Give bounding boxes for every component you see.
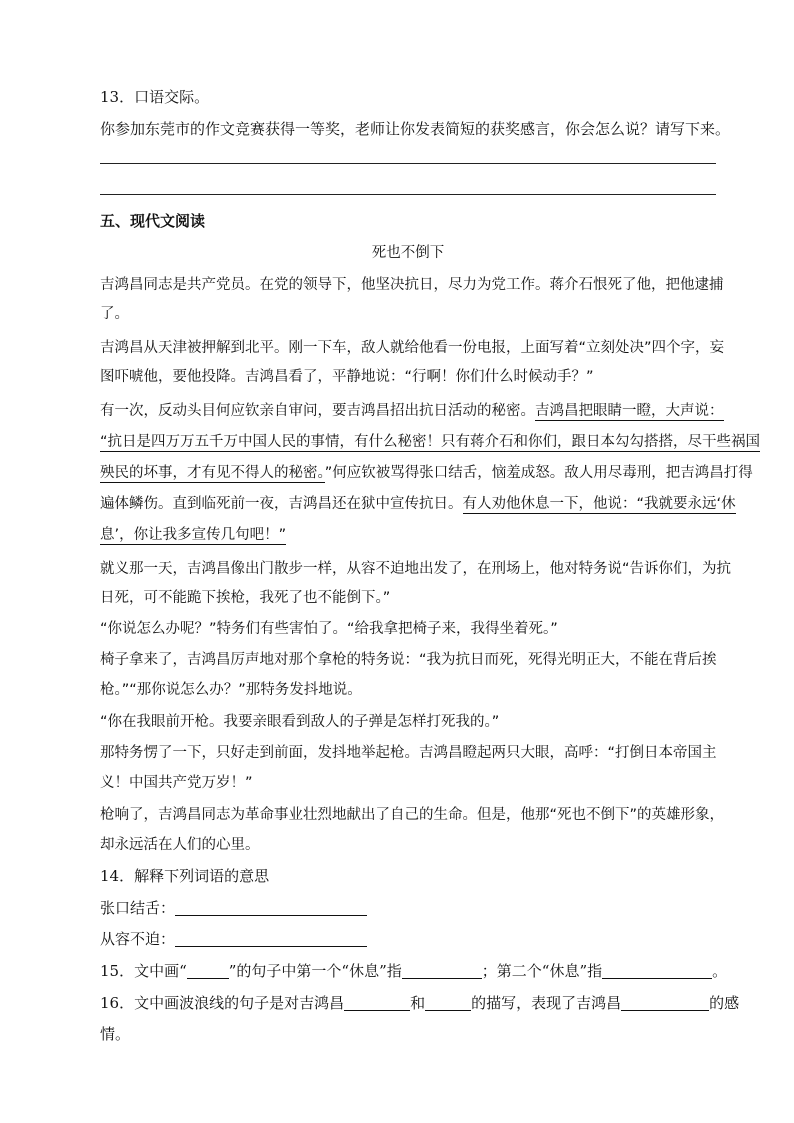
q16-row1 (100, 986, 740, 1020)
story-p2-line2: 图吓唬他，要他投降。吉鸿昌看了，平静地说：“行啊！你们什么时候动手？” (100, 369, 594, 385)
q14-word1-blank[interactable] (175, 899, 367, 916)
story-p3-line5 (100, 518, 716, 552)
q15-blank-2[interactable] (602, 962, 712, 979)
story-p3-line3 (100, 456, 753, 490)
q14-word2-blank[interactable] (175, 930, 367, 947)
q16-text-4: 的感 (709, 994, 740, 1012)
q13-title: 13．口语交际。 (100, 88, 210, 106)
story-p1-line1: 吉鸿昌同志是共产党员。在党的领导下，他坚决抗日，尽力为党工作。蒋介石恨死了他，把他逮捕 (100, 277, 724, 293)
q16-row2: 情。 (100, 1025, 131, 1043)
story-p3-line1-a: 有一次，反动头目何应钦亲自审问，要吉鸿昌招出抗日活动的秘密。 (100, 403, 535, 419)
q16-blank-1[interactable] (344, 994, 410, 1011)
story-p9-line1: 枪响了，吉鸿昌同志为革命事业壮烈地献出了自己的生命。但是，他那“死也不倒下”的英雄形象， (100, 807, 725, 823)
answer-line-2[interactable] (100, 194, 716, 195)
story-p1-line2: 了。 (100, 306, 129, 322)
q15-underline-sample (187, 962, 229, 979)
story-p9-line2: 却永远活在人们的心里。 (100, 837, 260, 853)
q16-text-3: 的描写，表现了吉鸿昌 (471, 994, 622, 1012)
story-p3-line4-a: 遍体鳞伤。直到临死前一夜，吉鸿昌还在狱中宣传抗日。 (100, 496, 463, 512)
q15-row (100, 954, 728, 988)
story-p2-line1: 吉鸿昌从天津被押解到北平。刚一下车，敌人就给他看一份电报，上面写着“立刻处决”四个字，妄 (100, 340, 725, 356)
wavy-sentence-part1: 吉鸿昌把眼睛一瞪，大声说： (535, 403, 724, 419)
q13-prompt: 你参加东莞市的作文竞赛获得一等奖，老师让你发表简短的获奖感言，你会怎么说？请写下来。 (100, 120, 731, 138)
q16-blank-2[interactable] (425, 994, 471, 1011)
story-p6-line1: 椅子拿来了，吉鸿昌厉声地对那个拿枪的特务说：“我为抗日而死，死得光明正大，不能在背后挨 (100, 652, 717, 668)
section-heading: 五、现代文阅读 (100, 212, 206, 230)
q15-text-2: ”的句子中第一个“休息”指 (228, 962, 402, 980)
underlined-sentence-part1: 有人劝他休息一下，他说：“我就要永远‘休 (462, 496, 736, 512)
q14-word1-row (100, 891, 716, 925)
q16-blank-3[interactable] (621, 994, 709, 1011)
story-title: 死也不倒下 (371, 245, 445, 261)
q16-text-2: 和 (410, 994, 426, 1012)
story-p3-line1 (100, 394, 724, 428)
wavy-sentence-part3: 殃民的坏事，才有见不得人的秘密。 (100, 465, 325, 481)
story-p4-line1: 就义那一天，吉鸿昌像出门散步一样，从容不迫地出发了，在刑场上，他对特务说“告诉你们，为抗 (100, 561, 732, 577)
story-p3-line3-b: ”何应钦被骂得张口结舌，恼羞成怒。敌人用尽毒刑，把吉鸿昌打得 (324, 465, 753, 481)
story-p3-line2 (100, 425, 761, 459)
story-p6-line2: 枪。”“那你说怎么办？”那特务发抖地说。 (100, 682, 362, 698)
q15-text-3: ；第二个“休息”指 (481, 962, 603, 980)
q14-word2-row (100, 922, 716, 956)
story-p8-line1: 那特务愣了一下，只好走到前面，发抖地举起枪。吉鸿昌瞪起两只大眼，高呼：“打倒日本帝国主 (100, 745, 717, 761)
story-p7: “你在我眼前开枪。我要亲眼看到敌人的子弹是怎样打死我的。” (100, 714, 500, 730)
q14-word1-label: 张口结舌： (100, 899, 176, 917)
q16-text-1: 16．文中画波浪线的句子是对吉鸿昌 (100, 994, 345, 1012)
answer-line-1[interactable] (100, 163, 716, 164)
story-p8-line2: 义！中国共产党万岁！” (100, 775, 253, 791)
story-p3-line4 (100, 487, 736, 521)
underlined-sentence-part2: 息’，你让我多宣传几句吧！” (100, 527, 287, 543)
q15-text-1: 15．文中画“ (100, 962, 187, 980)
q15-blank-1[interactable] (402, 962, 482, 979)
q14-word2-label: 从容不迫： (100, 930, 176, 948)
story-p4-line2: 日死，可不能跪下挨枪，我死了也不能倒下。” (100, 590, 391, 606)
q15-text-4: 。 (712, 962, 728, 980)
wavy-sentence-part2: “抗日是四万万五千万中国人民的事情，有什么秘密！只有蒋介石和你们，跟日本勾勾搭搭，尽干些祸国 (100, 434, 761, 450)
q14-title: 14．解释下列词语的意思 (100, 867, 270, 885)
story-p5: “你说怎么办呢？”特务们有些害怕了。“给我拿把椅子来，我得坐着死。” (100, 621, 558, 637)
